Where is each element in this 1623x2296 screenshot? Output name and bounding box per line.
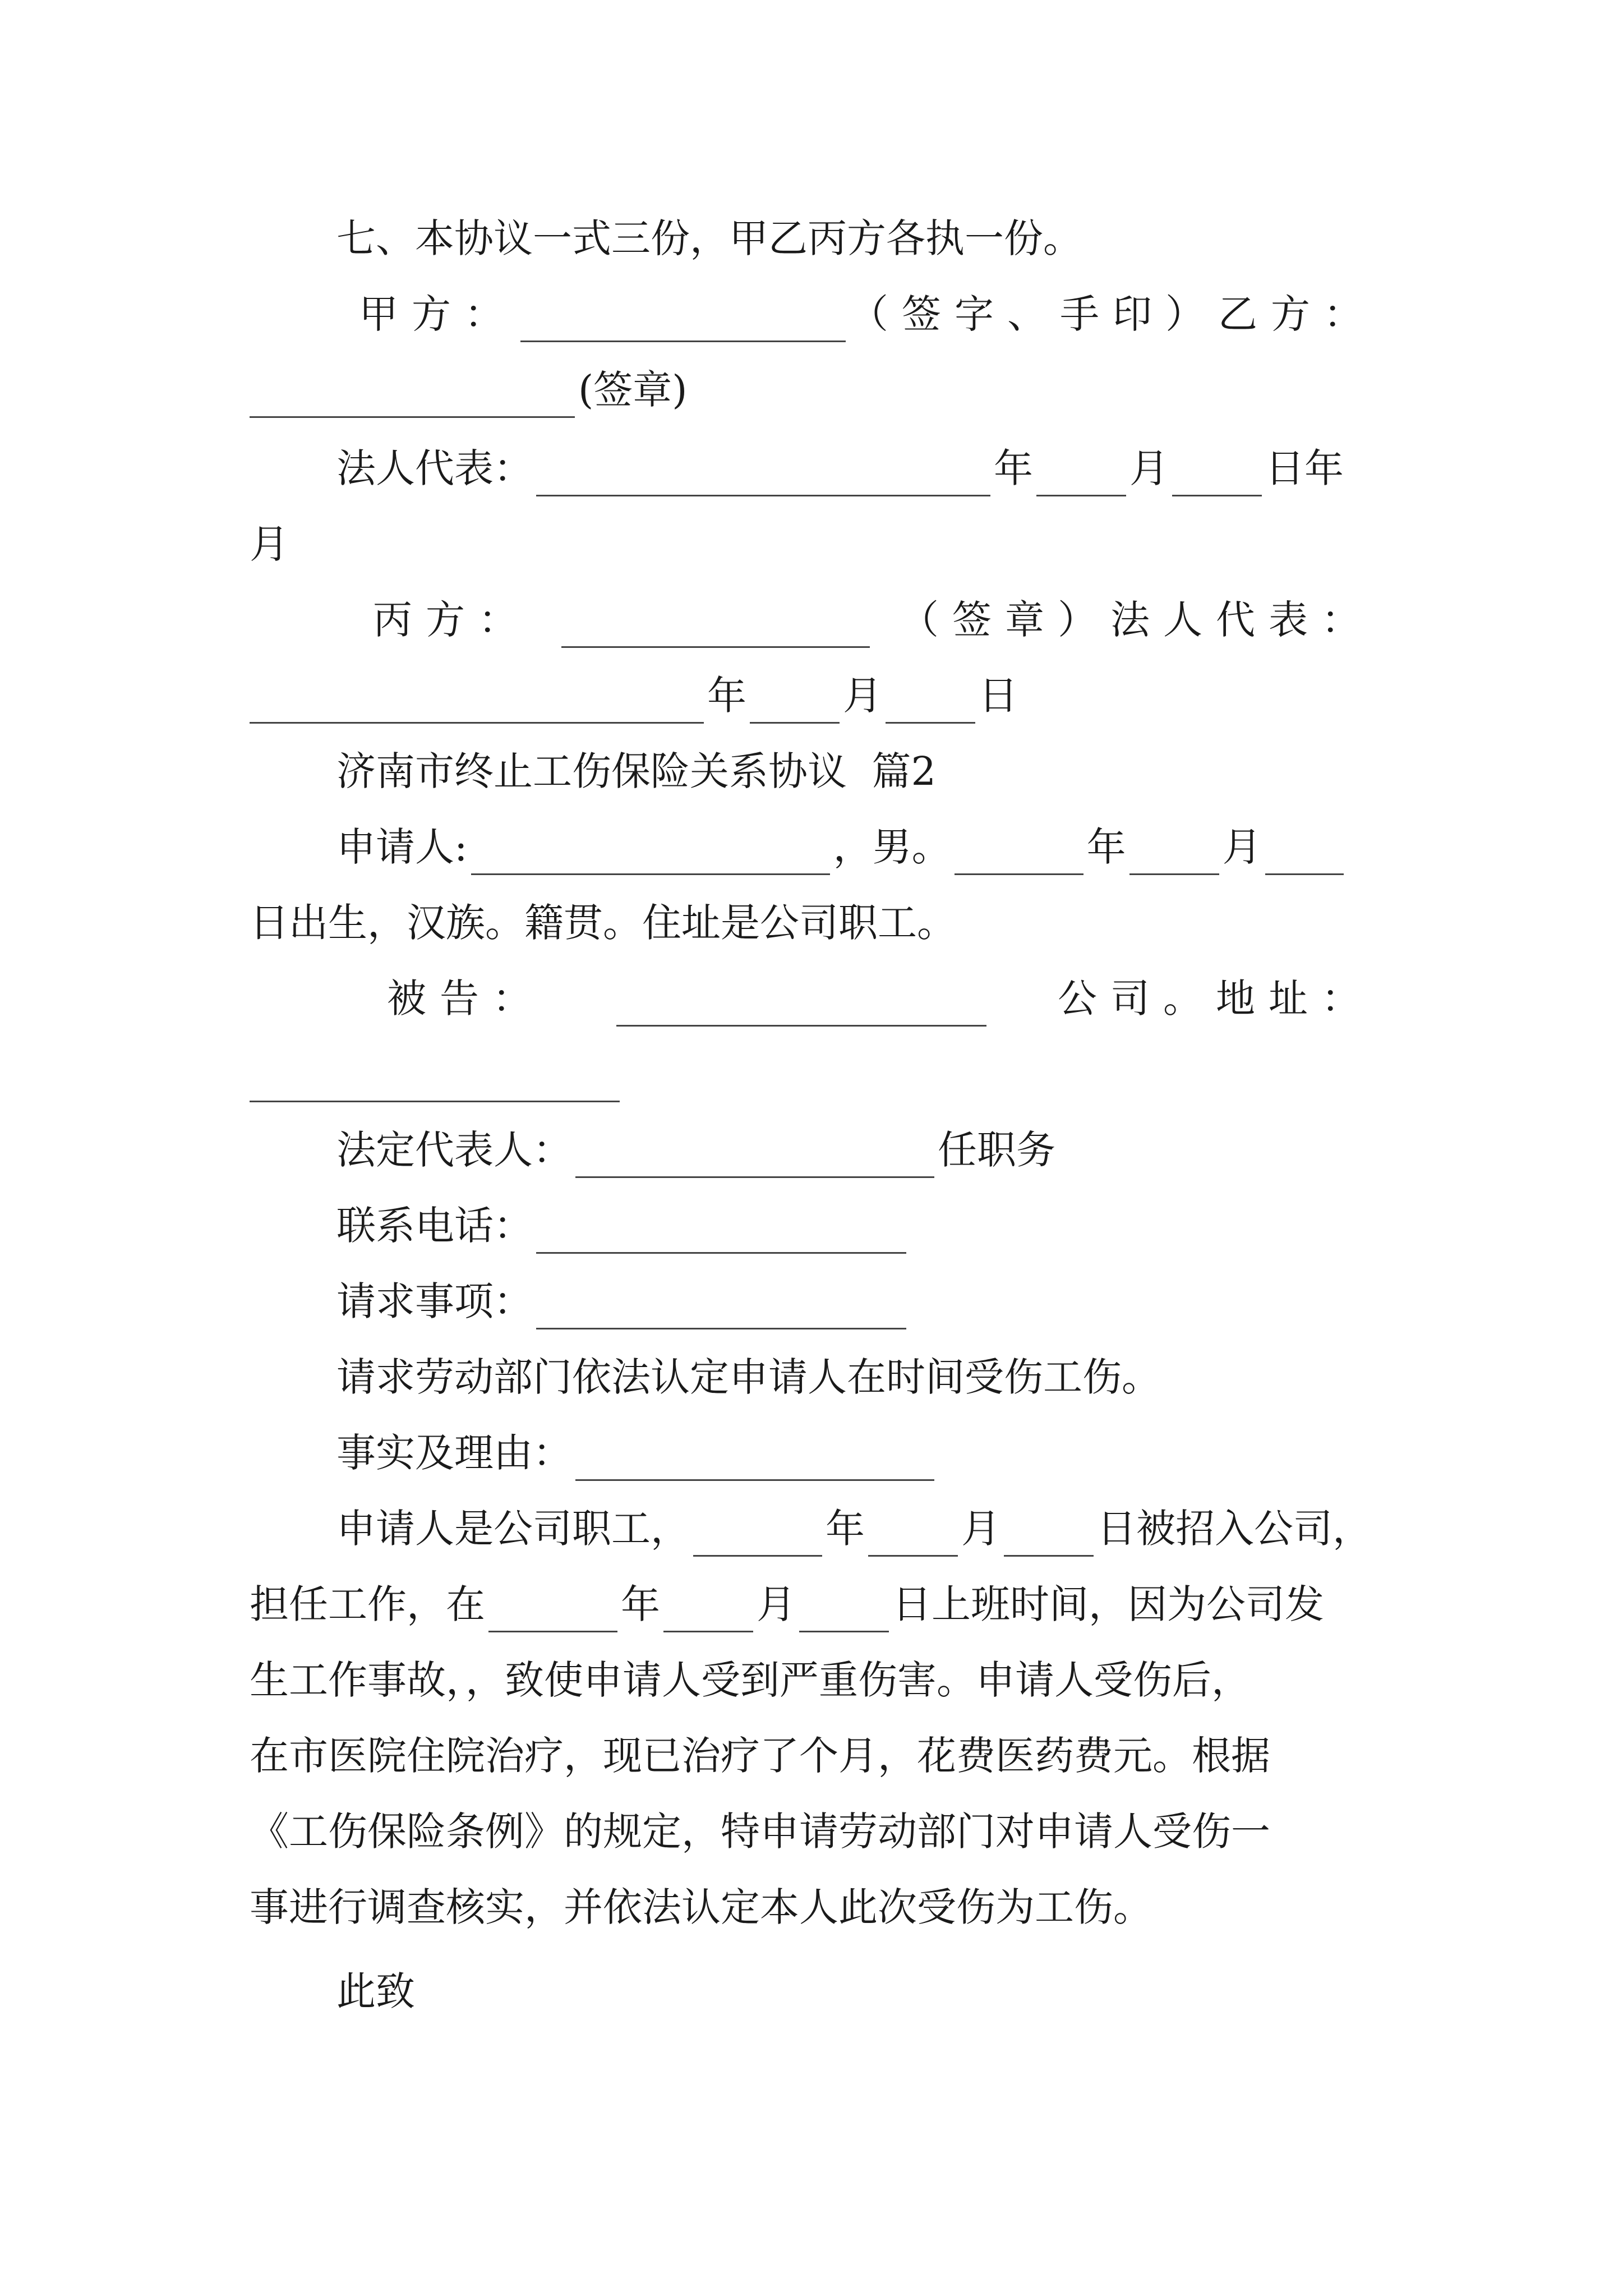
hire-year-blank <box>693 1520 822 1557</box>
legal-rep-month-label: 月 <box>1129 445 1169 491</box>
position-label: 任职务 <box>938 1127 1055 1173</box>
facts-line <box>336 1425 938 1481</box>
party-a-label: 甲方： <box>359 291 517 337</box>
defendant-blank <box>616 990 986 1027</box>
legal-representative-line <box>336 1122 1055 1178</box>
closing-line <box>336 1963 415 2019</box>
party-b-blank <box>250 381 575 418</box>
party-a-blank <box>520 306 846 342</box>
party-a-sign-note: （签字、手印）乙方： <box>849 291 1376 337</box>
legal-rep-label: 法人代表： <box>336 445 533 491</box>
defendant-address-blank <box>250 1066 620 1102</box>
body-line-3 <box>250 1803 1270 1860</box>
accident-day-blank <box>799 1596 889 1632</box>
legal-rep-month-blank <box>1036 460 1126 496</box>
party-b-seal-note: (签章) <box>578 367 688 413</box>
applicant-month-blank <box>1129 839 1219 875</box>
closing-text: 此致 <box>336 1968 415 2014</box>
body-line-4 <box>250 1879 1152 1935</box>
party-b-line <box>250 362 688 418</box>
phone-blank <box>536 1217 906 1254</box>
facts-label: 事实及理由： <box>336 1430 572 1476</box>
defendant-line <box>387 970 1374 1027</box>
clause-seven-text: 七、本协议一式三份，甲乙丙方各执一份。 <box>336 215 1082 261</box>
party-c-blank <box>561 611 870 648</box>
accident-month-blank <box>663 1596 753 1632</box>
applicant-year-blank <box>955 839 1083 875</box>
request-text: 请求劳动部门依法认定申请人在时间受伤工伤。 <box>336 1354 1161 1400</box>
section-title <box>336 743 936 799</box>
legal-representative-blank <box>575 1142 934 1178</box>
body-text-1: 生工作事故，，致使申请人受到严重伤害。申请人受伤后， <box>250 1657 1251 1703</box>
applicant-label: 申请人: <box>336 824 468 870</box>
section-title-text: 济南市终止工伤保险关系协议 篇2 <box>336 748 937 794</box>
hire-day-blank <box>1004 1520 1094 1557</box>
clause-seven <box>336 210 1082 266</box>
party-c-day-blank <box>886 687 975 724</box>
month-wrap-line <box>250 516 289 572</box>
hire-month-label: 月 <box>961 1506 1000 1552</box>
accident-date-line <box>250 1576 1324 1632</box>
party-c-label: 丙方： <box>373 597 531 643</box>
accident-month-label: 月 <box>757 1581 796 1627</box>
legal-rep-line <box>336 440 1344 496</box>
party-c-month-blank <box>750 687 840 724</box>
accident-text-b: 日上班时间，因为公司发 <box>892 1581 1324 1627</box>
party-c-year-label: 年 <box>707 673 746 719</box>
hire-text-a: 申请人是公司职工， <box>336 1506 690 1552</box>
hire-year-label: 年 <box>826 1506 865 1552</box>
body-text-3: 《工伤保险条例》的规定，特申请劳动部门对申请人受伤一 <box>250 1809 1270 1855</box>
month-wrap-text: 月 <box>250 521 289 567</box>
request-text-line <box>336 1349 1161 1405</box>
party-c-day-label: 日 <box>979 673 1018 719</box>
applicant-day-blank <box>1265 839 1344 875</box>
legal-representative-label: 法定代表人： <box>336 1127 572 1173</box>
hire-text-b: 日被招入公司， <box>1097 1506 1372 1552</box>
request-items-label: 请求事项： <box>336 1278 533 1324</box>
party-c-seal-note: （签章）法人代表： <box>900 597 1374 643</box>
body-line-1 <box>250 1652 1251 1708</box>
defendant-address-line <box>250 1046 623 1102</box>
legal-rep-year-label: 年 <box>994 445 1033 491</box>
applicant-gender: ，男。 <box>833 824 951 870</box>
request-items-blank <box>536 1293 906 1329</box>
party-c-date-line <box>250 668 1018 724</box>
body-line-2 <box>250 1728 1270 1784</box>
legal-rep-blank <box>536 460 990 496</box>
party-c-line <box>373 592 1374 648</box>
party-c-month-label: 月 <box>843 673 882 719</box>
hire-month-blank <box>868 1520 958 1557</box>
defendant-label: 被告： <box>387 976 545 1022</box>
hire-date-line <box>336 1501 1372 1557</box>
phone-label: 联系电话： <box>336 1203 533 1249</box>
body-text-2: 在市医院住院治疗，现已治疗了个月，花费医药费元。根据 <box>250 1733 1270 1779</box>
applicant-month-label: 月 <box>1222 824 1262 870</box>
party-c-rep-blank <box>250 687 704 724</box>
accident-year-label: 年 <box>621 1581 660 1627</box>
accident-text-a: 担任工作，在 <box>250 1581 485 1627</box>
party-a-line <box>359 286 1374 342</box>
phone-line <box>336 1198 910 1254</box>
applicant-birth-line <box>250 895 956 951</box>
defendant-address-label: 公司。地址： <box>1058 976 1374 1022</box>
applicant-line <box>336 819 1347 875</box>
legal-rep-day-blank <box>1172 460 1262 496</box>
legal-rep-day-label: 日年 <box>1265 445 1344 491</box>
applicant-year-label: 年 <box>1086 824 1126 870</box>
body-text-4: 事进行调查核实，并依法认定本人此次受伤为工伤。 <box>250 1884 1152 1930</box>
facts-blank <box>575 1444 934 1481</box>
applicant-birth-text: 日出生，汉族。籍贯。住址是公司职工。 <box>250 900 956 946</box>
accident-year-blank <box>488 1596 617 1632</box>
applicant-name-blank <box>471 839 830 875</box>
request-items-line <box>336 1273 910 1329</box>
